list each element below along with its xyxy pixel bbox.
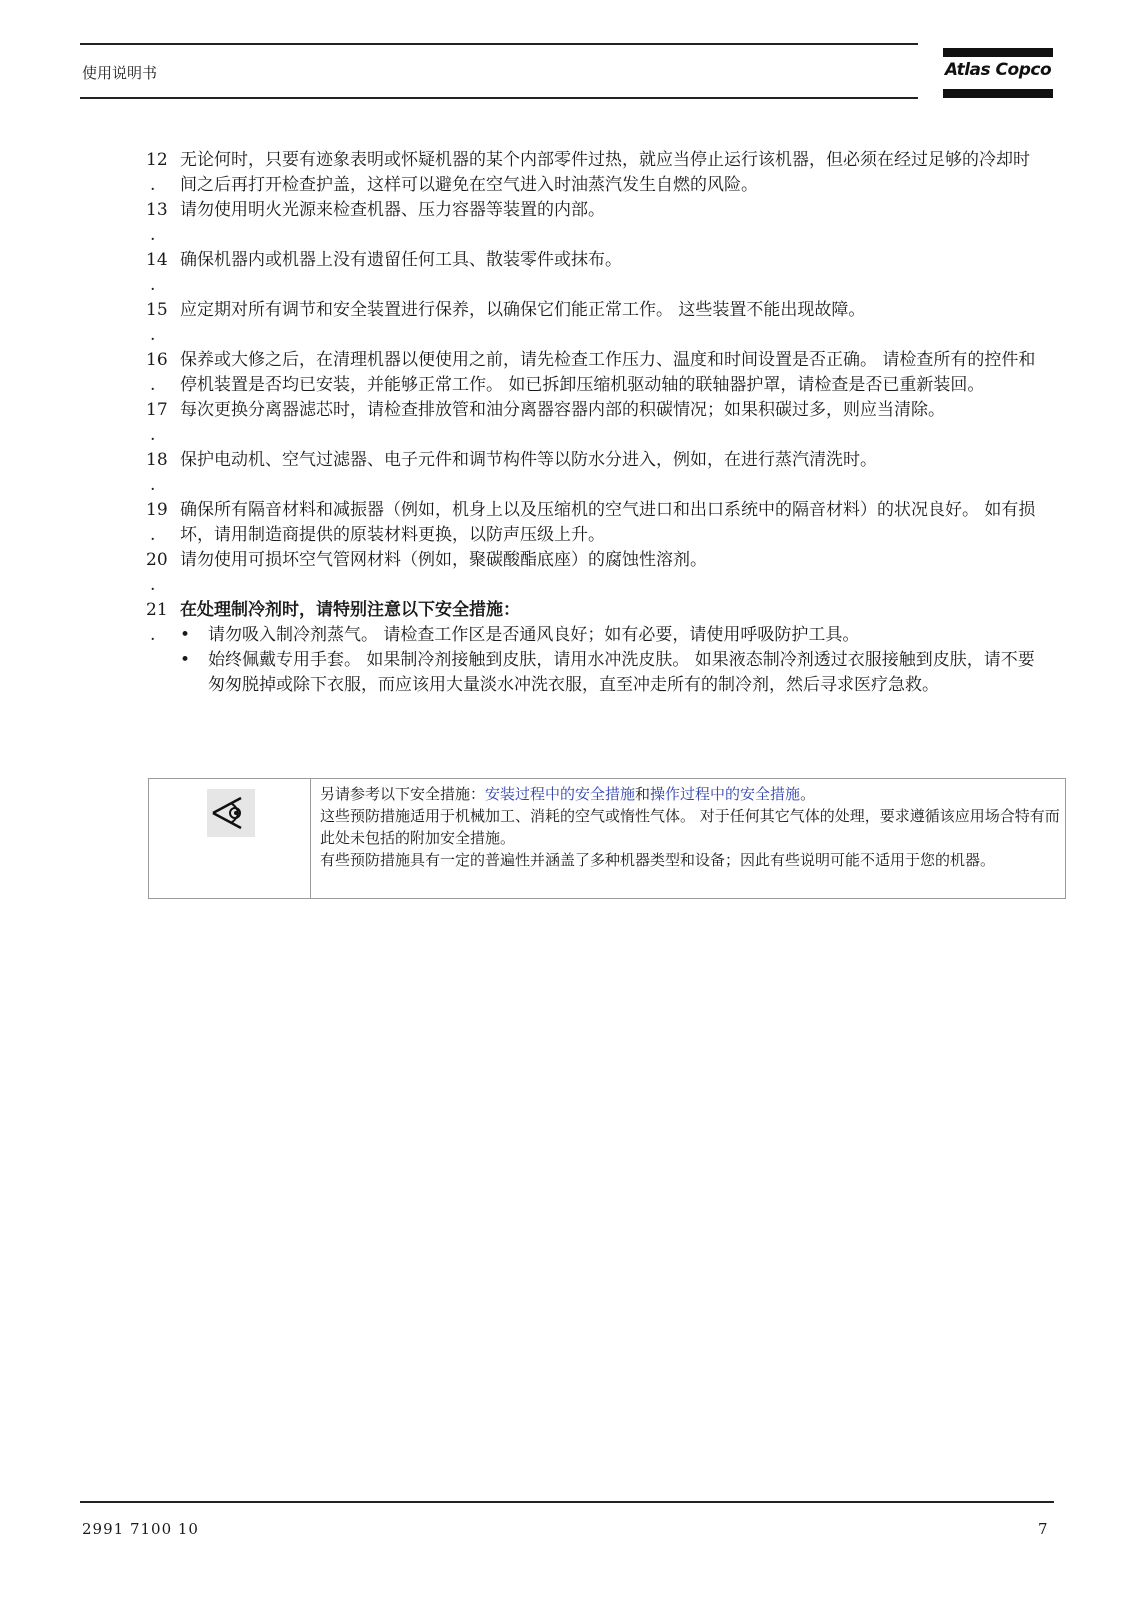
page-number: 7 — [1038, 1520, 1048, 1538]
list-item — [146, 498, 1046, 548]
item-dot: . — [150, 375, 156, 395]
item-dot: . — [150, 275, 156, 295]
item-dot: . — [150, 575, 156, 595]
item-text: 无论何时，只要有迹象表明或怀疑机器的某个内部零件过热，就应当停止运行该机器，但必须在经过足够的冷却时间之后再打开检查护盖，这样可以避免在空气进入时油蒸汽发生自燃的风险。 — [180, 150, 1030, 195]
note-paragraph: 这些预防措施适用于机械加工、消耗的空气或惰性气体。 对于任何其它气体的处理，要求遵循该应用场合特有而此处未包括的附加安全措施。 — [320, 807, 1060, 847]
list-item — [146, 548, 1046, 598]
item-number: 18 — [146, 450, 168, 470]
list-item — [146, 448, 1046, 498]
item-text: 请勿使用明火光源来检查机器、压力容器等装置的内部。 — [180, 200, 605, 220]
bullet-symbol: • — [180, 650, 191, 670]
item-dot: . — [150, 225, 156, 245]
item-text: 确保所有隔音材料和减振器（例如，机身上以及压缩机的空气进口和出口系统中的隔音材料）的状况良好。 如有损坏，请用制造商提供的原装材料更换，以防声压级上升。 — [180, 500, 1036, 545]
item-dot: . — [150, 475, 156, 495]
item-dot: . — [150, 425, 156, 445]
bullet-item — [180, 648, 1046, 698]
footer-rule — [80, 1501, 1054, 1503]
refrigerant-bullets — [180, 623, 1046, 698]
item-dot: . — [150, 325, 156, 345]
item-number: 17 — [146, 400, 168, 420]
bullet-text: 始终佩戴专用手套。 如果制冷剂接触到皮肤，请用水冲洗皮肤。 如果液态制冷剂透过衣服接触到皮肤，请不要匆匆脱掉或除下衣服，而应该用大量淡水冲洗衣服，直至冲走所有的制冷剂，然后寻求医疗急救。 — [208, 650, 1035, 695]
bullet-symbol: • — [180, 625, 191, 645]
note-join: 和 — [635, 785, 651, 803]
logo-bar-top — [943, 48, 1053, 57]
list-item — [146, 248, 1046, 298]
note-paragraph: 有些预防措施具有一定的普遍性并涵盖了多种机器类型和设备；因此有些说明可能不适用于您的机器。 — [320, 851, 996, 869]
bullet-text: 请勿吸入制冷剂蒸气。 请检查工作区是否通风良好；如有必要，请使用呼吸防护工具。 — [208, 625, 860, 645]
list-item — [146, 348, 1046, 398]
link-operation-safety[interactable]: 操作过程中的安全措施 — [650, 785, 801, 803]
item-number: 13 — [146, 200, 168, 220]
item-number: 12 — [146, 150, 168, 170]
item-text: 每次更换分离器滤芯时，请检查排放管和油分离器容器内部的积碳情况；如果积碳过多，则应当清除。 — [180, 400, 945, 420]
refrigerant-heading: 在处理制冷剂时，请特别注意以下安全措施： — [180, 600, 520, 620]
item-dot: . — [150, 625, 156, 645]
item-text: 应定期对所有调节和安全装置进行保养，以确保它们能正常工作。 这些装置不能出现故障。 — [180, 300, 866, 320]
list-item — [146, 148, 1046, 198]
item-number: 21 — [146, 600, 168, 620]
header-rule-top — [80, 43, 918, 45]
item-number: 19 — [146, 500, 168, 520]
header-rule-bottom — [80, 97, 918, 99]
safety-list — [146, 148, 1046, 698]
logo-bar-bottom — [943, 89, 1053, 98]
list-item-refrigerant — [146, 598, 1046, 698]
item-number: 16 — [146, 350, 168, 370]
document-number: 2991 7100 10 — [82, 1520, 199, 1538]
note-text — [320, 783, 1060, 871]
link-install-safety[interactable]: 安装过程中的安全措施 — [485, 785, 636, 803]
item-text: 保护电动机、空气过滤器、电子元件和调节构件等以防水分进入，例如，在进行蒸汽清洗时。 — [180, 450, 877, 470]
logo-wordmark: Atlas Copco — [944, 60, 1052, 80]
item-number: 15 — [146, 300, 168, 320]
item-text: 确保机器内或机器上没有遗留任何工具、散装零件或抹布。 — [180, 250, 622, 270]
item-number: 14 — [146, 250, 168, 270]
list-item — [146, 398, 1046, 448]
atlas-copco-logo — [943, 48, 1053, 100]
bullet-item — [180, 623, 1046, 648]
note-suffix: 。 — [800, 785, 816, 803]
item-dot: . — [150, 525, 156, 545]
note-box — [148, 778, 1066, 899]
item-number: 20 — [146, 550, 168, 570]
item-text: 请勿使用可损坏空气管网材料（例如，聚碳酸酯底座）的腐蚀性溶剂。 — [180, 550, 707, 570]
list-item — [146, 298, 1046, 348]
document-title: 使用说明书 — [82, 64, 158, 82]
note-prefix: 另请参考以下安全措施： — [320, 785, 486, 803]
note-divider — [310, 779, 311, 898]
list-item — [146, 198, 1046, 248]
item-dot: . — [150, 175, 156, 195]
eye-warning-icon — [207, 789, 255, 837]
note-line-1 — [320, 783, 1060, 805]
item-text: 保养或大修之后，在清理机器以便使用之前，请先检查工作压力、温度和时间设置是否正确。 请检查所有的控件和停机装置是否均已安装，并能够正常工作。 如已拆卸压缩机驱动轴的联轴器护罩，请检查是否已重新装回。 — [180, 350, 1036, 395]
